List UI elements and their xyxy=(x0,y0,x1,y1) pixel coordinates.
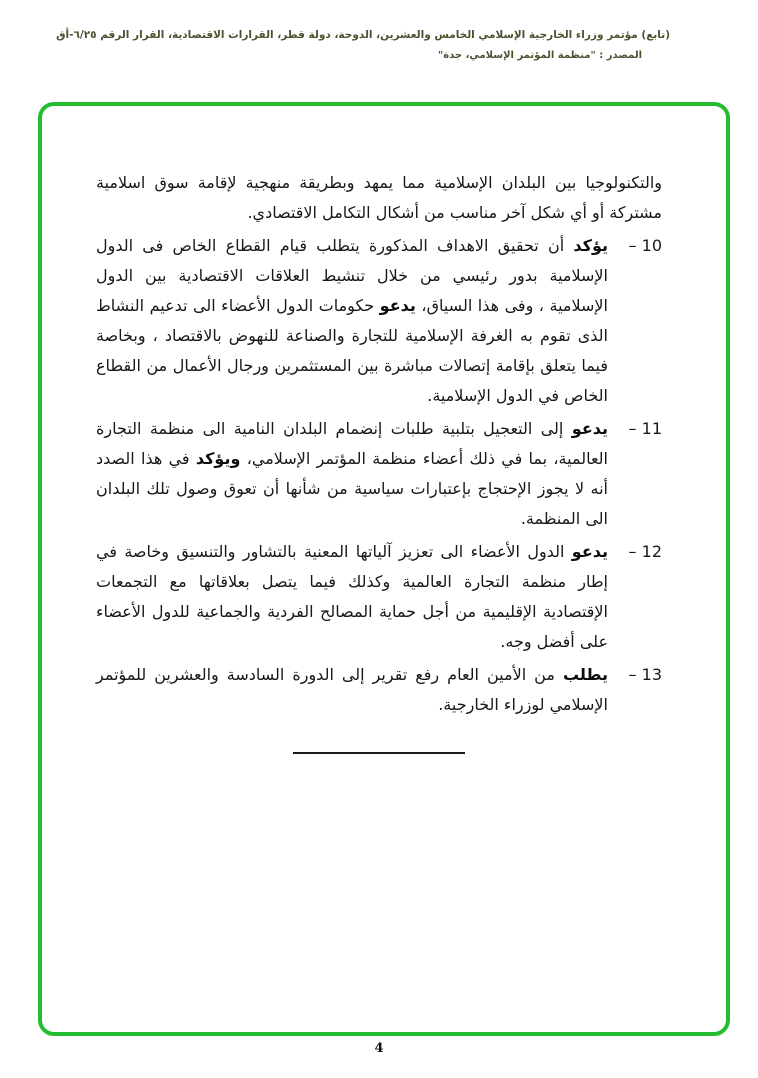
resolution-item-13 xyxy=(96,660,662,720)
header-source: المصدر : "منظمة المؤتمر الإسلامي، جدة" xyxy=(437,50,642,62)
resolution-items-list xyxy=(96,231,662,720)
item-text-segment: حكومات الدول الأعضاء الى تدعيم النشاط الذى تقوم به الغرفة الإسلامية للتجارة والصناعة للنهوض بالاقتصاد ، وبخاصة فيما يتعلق بإقامة إتصالات مباشرة بين المستثمرين ورجال الأعمال من القطاع الخاص في الدول الإسلامية. xyxy=(96,296,608,405)
item-text-segment: الدول الأعضاء الى تعزيز آلياتها المعنية بالتشاور والتنسيق وخاصة في إطار منظمة التجارة العالمية وكذلك فيما يتصل بعلاقاتها مع التجمعات الإقتصادية الإقليمية من أجل حماية المصالح الفردية والجماعية للدول الأعضاء على أفضل وجه. xyxy=(96,542,608,651)
item-number: 11 – xyxy=(628,419,662,438)
item-number: 10 – xyxy=(628,236,662,255)
item-keyword: يدعو xyxy=(571,419,608,438)
document-header xyxy=(30,26,670,65)
resolution-item-12 xyxy=(96,537,662,657)
item-text-segment: إلى التعجيل بتلبية طلبات إنضمام البلدان النامية الى منظمة التجارة العالمية، بما في ذلك أعضاء منظمة المؤتمر الإسلامي، xyxy=(96,419,608,468)
item-keyword: ويؤكد xyxy=(195,449,241,468)
item-keyword: يدعو xyxy=(379,296,416,315)
item-number: 13 – xyxy=(628,665,662,684)
continuation-paragraph: والتكنولوجيا بين البلدان الإسلامية مما يمهد وبطريقة منهجية لإقامة سوق اسلامية مشتركة أو أي شكل آخر مناسب من أشكال التكامل الاقتصادي. xyxy=(96,173,662,222)
item-keyword: يؤكد xyxy=(573,236,608,255)
item-text xyxy=(96,231,608,411)
item-text-segment: أن تحقيق الاهداف المذكورة يتطلب قيام القطاع الخاص فى الدول الإسلامية بدور رئيسي من خلال تنشيط العلاقات الاقتصادية بين الدول الإسلامية ، وفى هذا السياق، xyxy=(96,236,608,315)
item-text-segment: في هذا الصدد أنه لا يجوز الإحتجاج بإعتبارات سياسية من شأنها أن تعوق وصول تلك البلدان الى المنظمة. xyxy=(96,449,608,528)
resolution-item-10 xyxy=(96,231,662,411)
item-keyword: يدعو xyxy=(571,542,608,561)
item-keyword: يطلب xyxy=(562,665,608,684)
item-text xyxy=(96,414,608,534)
item-text-segment: من الأمين العام رفع تقرير إلى الدورة السادسة والعشرين للمؤتمر الإسلامي لوزراء الخارجية. xyxy=(96,665,608,714)
item-text xyxy=(96,660,608,720)
header-title: (تابع) مؤتمر وزراء الخارجية الإسلامي الخامس والعشرين، الدوحة، دولة قطر، القرارات الاقتصادية، القرار الرقم ٦/٢٥-أق xyxy=(56,29,670,41)
resolution-item-11 xyxy=(96,414,662,534)
item-number: 12 – xyxy=(628,542,662,561)
item-text xyxy=(96,537,608,657)
document-body xyxy=(96,168,662,754)
end-divider xyxy=(293,752,465,754)
page-number: 4 xyxy=(374,1041,384,1056)
